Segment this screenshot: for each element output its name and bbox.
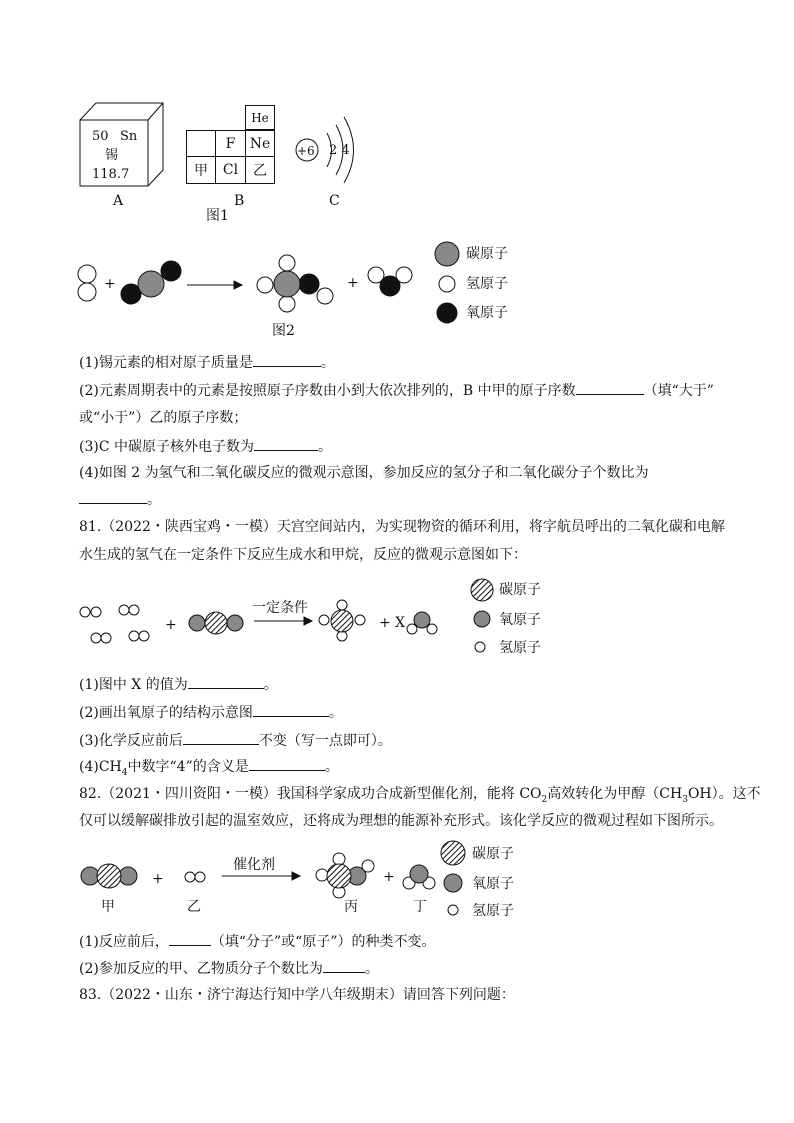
q80-line-4: (3)C 中碳原子核外电子数为 。 xyxy=(79,439,332,455)
atom-c-shells: 2 4 xyxy=(329,143,350,158)
cell-jia: 甲 xyxy=(186,156,216,184)
fig2-plus-1: + xyxy=(104,276,116,292)
card-a-name: 锡 xyxy=(105,148,119,163)
fig1-caption: 图1 xyxy=(206,208,229,224)
fig2-legend-carbon: 碳原子 xyxy=(466,246,508,262)
cell-f: F xyxy=(215,130,246,157)
q82-plus-1: + xyxy=(152,871,164,887)
cell-empty-1 xyxy=(186,130,216,157)
fig2-caption: 图2 xyxy=(272,323,295,339)
q82-legend-carbon: 碳原子 xyxy=(472,846,514,862)
q82-reaction xyxy=(81,841,465,915)
fig2-legend-hydrogen: 氢原子 xyxy=(466,276,508,292)
q82-legend-hydrogen: 氢原子 xyxy=(472,903,514,919)
q82-stem-1: 82.（2021・四川资阳・一模）我国科学家成功合成新型催化剂，能将 $CO_2$高效转化为甲醇$(CH_3OH)$。这不 xyxy=(79,786,761,805)
q80-line-3: 或“小于”）乙的原子序数； xyxy=(79,410,248,426)
q82-catalyst: 催化剂 xyxy=(233,857,275,873)
card-a-symbol: Sn xyxy=(120,129,138,144)
fig1-label-c: C xyxy=(329,193,340,209)
q81-plus: + xyxy=(165,617,177,633)
q81-line-1: (1)图中 X 的值为 。 xyxy=(79,677,278,693)
q81-stem-2: 水生成的氢气在一定条件下反应生成水和甲烷，反应的微观示意图如下： xyxy=(79,547,527,563)
fig2-reaction xyxy=(78,242,459,323)
q82-label-jia: 甲 xyxy=(101,899,115,915)
q81-legend-hydrogen: 氢原子 xyxy=(499,640,541,656)
fig2-legend-oxygen: 氧原子 xyxy=(466,305,508,321)
q82-label-yi: 乙 xyxy=(187,899,201,915)
q81-stem-1: 81.（2022・陕西宝鸡・一模）天宫空间站内，为实现物资的循环利用，将字航员呼出的二氧化碳和电解 xyxy=(79,519,725,535)
q81-legend-carbon: 碳原子 xyxy=(499,582,541,598)
fig2-plus-2: + xyxy=(347,275,359,291)
q80-line-2: (2)元素周期表中的元素是按照原子序数由小到大依次排列的，B 中甲的原子序数 （填“大于” xyxy=(79,383,714,399)
q81-line-2: (2)画出氧原子的结构示意图 。 xyxy=(79,705,343,721)
cell-he: He xyxy=(245,105,275,130)
cell-yi: 乙 xyxy=(245,156,275,184)
q82-legend-oxygen: 氧原子 xyxy=(472,876,514,892)
q83-stem: 83.（2022・山东・济宁海达行知中学八年级期末）请回答下列问题： xyxy=(79,987,515,1003)
cell-ne: Ne xyxy=(245,130,275,157)
q81-condition: 一定条件 xyxy=(252,600,308,616)
atom-c-nucleus: +6 xyxy=(297,144,315,158)
fig1-label-a: A xyxy=(113,193,124,209)
q81-line-4: $(4)CH_4$中数字“4”的含义是 。 xyxy=(79,759,339,778)
q80-line-5: (4)如图 2 为氢气和二氧化碳反应的微观示意图，参加反应的氢分子和二氧化碳分子个数比为 xyxy=(79,465,649,481)
fig1-label-b: B xyxy=(234,193,245,209)
cell-cl: Cl xyxy=(215,156,246,184)
q82-plus-2: + xyxy=(383,869,395,885)
q80-line-6: 。 xyxy=(79,490,161,509)
q82-line-2: (2)参加反应的甲、乙物质分子个数比为 。 xyxy=(79,961,379,977)
q81-line-3: (3)化学反应前后 不变（写一点即可）。 xyxy=(79,733,392,749)
q82-label-ding: 丁 xyxy=(413,899,427,915)
q81-x: + X xyxy=(379,615,406,631)
q81-legend-oxygen: 氧原子 xyxy=(499,612,541,628)
q82-label-bing: 丙 xyxy=(344,899,358,915)
q82-stem-2: 仅可以缓解碳排放引起的温室效应，还将成为理想的能源补充形式。该化学反应的微观过程如下图所示。 xyxy=(79,813,723,829)
q82-line-1: (1)反应前后， （填“分子”或“原子”）的种类不变。 xyxy=(79,934,436,950)
q80-line-1: (1)锡元素的相对原子质量是 。 xyxy=(79,355,335,371)
card-a-number: 50 xyxy=(92,129,109,144)
card-a-mass: 118.7 xyxy=(92,167,130,182)
